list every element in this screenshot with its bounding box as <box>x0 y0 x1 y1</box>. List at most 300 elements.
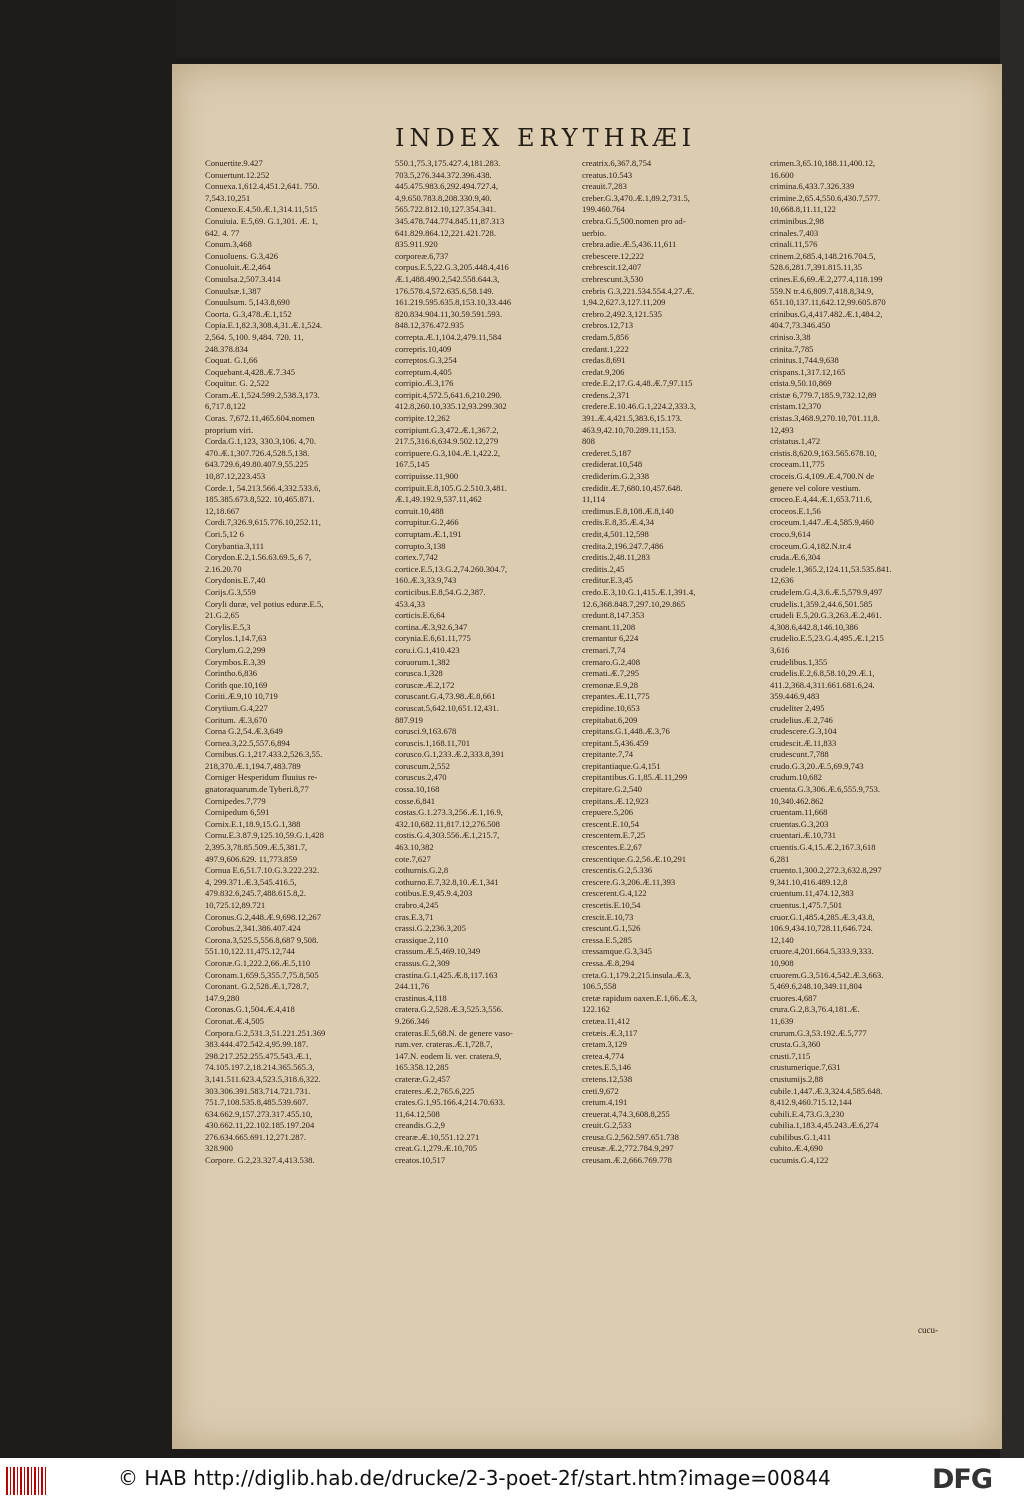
index-entry: cretes.E.5,146 <box>582 1062 631 1073</box>
index-entry: croco.9,614 <box>770 529 811 539</box>
index-entry: cressamque.G.3,345 <box>582 946 652 957</box>
index-entry: crinita.7,785 <box>770 343 814 354</box>
index-entry: uerbio. <box>582 227 607 238</box>
index-entry: 74.105.197.2,18.214.365.565.3, <box>205 1062 315 1073</box>
index-entry: crepitabat.6,209 <box>582 714 638 725</box>
index-entry: 147.9,280 <box>205 992 240 1003</box>
index-entry: Coquebant.4,428.Æ.7.345 <box>205 366 295 377</box>
index-entry: 3,141.511.623.4,523.5,318.6,322. <box>205 1073 321 1084</box>
index-entry: crateras.E.5,68.N. de genere vaso- <box>395 1027 513 1038</box>
index-entry: Corytium.G.4,227 <box>205 702 268 713</box>
index-entry: crepitante.7,74 <box>582 749 634 760</box>
index-entry: Corpora.G.2,531.3,51.221.251.369 <box>205 1027 326 1038</box>
index-entry: cremati.Æ.7,295 <box>582 668 640 679</box>
index-entry: cremaro.G.2,408 <box>582 656 640 667</box>
index-entry: 453.4,33 <box>395 598 426 609</box>
index-entry: Coronant. G.2,528.Æ.1,728.7, <box>205 981 309 992</box>
index-entry: Coronus.G.2,448.Æ.9,698.12,267 <box>205 911 322 922</box>
index-entry: 651.10,137.11,642.12,99.605.870 <box>770 297 886 308</box>
index-entry: crederet.5,187 <box>582 447 632 458</box>
index-entry: 528.6,281.7,391.815.11,35 <box>770 262 863 273</box>
index-entry: cruentis.G.4,15.Æ.2,167.3,618 <box>770 842 876 853</box>
index-entry: crassum.Æ.5,469.10,349 <box>395 946 481 957</box>
index-entry: Coronat.Æ.4,505 <box>205 1015 264 1026</box>
index-entry: cristam.12,370 <box>770 401 822 412</box>
index-entry: creatrix.6,367.8,754 <box>582 158 652 168</box>
index-entry: crepitantibus.G.1,85.Æ.11,299 <box>582 772 688 783</box>
index-entry: corynia.E.6,61.11,775 <box>395 633 471 644</box>
index-entry: crescerent.G.4,122 <box>582 888 647 899</box>
index-entry: 21.G.2,65 <box>205 610 240 621</box>
index-entry: 497.9,606.629. 11,773.859 <box>205 853 298 864</box>
index-entry: credat.9,206 <box>582 366 625 377</box>
index-entry: 176.578.4,572.635.6,58.149. <box>395 285 494 296</box>
index-entry: Corylum.G.2,299 <box>205 644 266 655</box>
index-entry: croceum.G.4,182.N.tr.4 <box>770 540 852 551</box>
index-entry: corripit.4,572.5,641.6,210.290. <box>395 389 502 400</box>
index-entry: 276.634.665.691.12,271.287. <box>205 1131 306 1142</box>
index-entry: crateræ.G.2,457 <box>395 1073 451 1084</box>
index-entry: Cornix.E.1,18.9,15.G.1,388 <box>205 818 301 829</box>
index-entry: Conuertunt.12.252 <box>205 169 270 180</box>
index-entry: 1,94.2,627.3,127.11,209 <box>582 297 666 308</box>
index-entry: 106.5,558 <box>582 981 617 992</box>
index-entry: 751.7,108.535.8,485.539.607. <box>205 1097 309 1108</box>
index-entry: 10,725.12,89.721 <box>205 900 266 910</box>
index-entry: crastinus.4,118 <box>395 992 447 1003</box>
index-entry: 12,493 <box>770 424 794 435</box>
index-entry: Conuertite.9.427 <box>205 158 263 168</box>
index-entry: 404.7,73.346.450 <box>770 320 831 331</box>
left-dark-margin <box>0 0 175 1502</box>
index-entry: crudeliter 2,495 <box>770 702 825 713</box>
index-entry: Corona.3,525.5,556.8,687 9,508. <box>205 934 319 945</box>
index-entry: criminibus.2,98 <box>770 215 824 226</box>
index-entry: costis.G.4,303.556.Æ.1,215.7, <box>395 830 500 841</box>
index-entry: cruenta.G.3,306.Æ.6,555.9,753. <box>770 784 881 795</box>
index-entry: crusti.7,115 <box>770 1050 811 1061</box>
index-entry: cressa.E.5,285 <box>582 934 632 945</box>
index-entry: Conuexo.E.4,50.Æ.1,314.11,515 <box>205 204 318 215</box>
index-entry: 106.9,434.10,728.11,646.724. <box>770 923 873 934</box>
index-entry: Coriti.Æ.9,10 10,719 <box>205 691 278 702</box>
index-entry: crescent.E.10,54 <box>582 818 640 829</box>
index-entry: coruscus.2,470 <box>395 772 447 783</box>
index-entry: 887.919 <box>395 714 423 725</box>
index-entry: Corymbos.E.3,39 <box>205 656 266 667</box>
index-entry: cortex.7,742 <box>395 552 438 563</box>
index-entry: 218,370.Æ.1,194.7,483.789 <box>205 760 301 771</box>
index-entry: credens.2,371 <box>582 389 630 400</box>
index-entry: 383.444.472.542.4,95.99.187. <box>205 1039 309 1050</box>
index-entry: 391.Æ.4,421.5,383.6,15.173. <box>582 413 683 424</box>
index-entry: corusco.G.1,233.Æ.2,333.8,391 <box>395 749 505 760</box>
index-entry: crurum.G.3,53.192.Æ.5,777 <box>770 1027 867 1038</box>
index-entry: croceos.E.1,56 <box>770 505 821 516</box>
index-entry: cretea.4,774 <box>582 1050 624 1061</box>
index-entry: Corpore. G.2,23.327.4,413.538. <box>205 1155 315 1166</box>
index-entry: 470.Æ.1,307.726.4,528.5,138. <box>205 447 310 458</box>
index-entry: corripite.12,262 <box>395 413 450 424</box>
index-entry: crebris G.3,221.534.554.4,27.Æ. <box>582 285 695 296</box>
index-entry: creusam.Æ.2,666.769.778 <box>582 1155 672 1166</box>
index-entry: 248.378.834 <box>205 343 248 354</box>
index-entry: cruorem.G.3,516.4,542.Æ.3,663. <box>770 969 884 980</box>
index-entry: crepitant.5,436.459 <box>582 737 649 748</box>
index-entry: 551.10,122.11,475.12,744 <box>205 946 295 957</box>
index-entry: cosse.6,841 <box>395 795 436 806</box>
index-entry: crimen.3,65.10,188.11,400.12, <box>770 158 876 168</box>
index-entry: corticis.E.6,64 <box>395 610 445 621</box>
index-entry: cruentas.G.3,203 <box>770 818 829 829</box>
index-entry: creti.9,672 <box>582 1085 619 1096</box>
index-entry: 6,717.8,122 <box>205 401 246 412</box>
index-entry: 12,18.667 <box>205 505 240 516</box>
index-entry: 432.10,682.11,817.12,276.508 <box>395 818 500 829</box>
index-entry: crebescere.12,222 <box>582 250 645 261</box>
index-entry: 808 <box>582 436 595 447</box>
index-entry: Cornua E.6,51.7.10.G.3.222.232. <box>205 865 320 876</box>
index-entry: 2.16.20.70 <box>205 563 242 574</box>
index-entry: cretæis.Æ.3,117 <box>582 1027 638 1038</box>
index-entry: 12,140 <box>770 934 794 945</box>
index-entry: 550.1,75.3,175.427.4,181.283. <box>395 158 501 168</box>
index-entry: crinitus.1,744.9,638 <box>770 355 839 366</box>
index-entry: coruscant.G.4,73.98.Æ.8,661 <box>395 691 496 702</box>
index-entry: crates.G.1,95.166.4,214.70.633. <box>395 1097 506 1108</box>
index-entry: 9.266.346 <box>395 1015 430 1026</box>
index-entry: corripio.Æ.3,176 <box>395 378 454 389</box>
index-entry: crediderim.G.2,338 <box>582 471 650 482</box>
index-entry: correptos.G.3,254 <box>395 355 457 366</box>
index-entry: cretam.3,129 <box>582 1039 627 1050</box>
index-entry: crebrescunt.3,530 <box>582 273 644 284</box>
index-entry: crescentes.E.2,67 <box>582 842 642 853</box>
index-entry: cruor.G.1,485.4,285.Æ.3,43.8, <box>770 911 875 922</box>
index-entry: 8,412.9,460.715.12,144 <box>770 1097 852 1108</box>
index-entry: 835.911.920 <box>395 239 438 250</box>
index-entry: corripuere.G.3,104.Æ.1,422.2, <box>395 447 501 458</box>
index-entry: 11,639 <box>770 1015 794 1026</box>
index-entry: Cornibus.G.1,217.433.2,526.3,55. <box>205 749 323 760</box>
index-entry: cristis.8,620.9,163.565.678.10, <box>770 447 877 458</box>
index-entry: crebros.12,713 <box>582 320 634 331</box>
page-title: INDEX ERYTHRÆI <box>395 124 697 152</box>
index-entry: corpus.E.5,22.G.3,205.448.4,416 <box>395 262 509 273</box>
index-entry: crabro.4,245 <box>395 900 439 910</box>
index-entry: crudescere.G.3,104 <box>770 726 837 737</box>
index-entry: creditur.E.3,45 <box>582 575 633 586</box>
index-entry: Coquat. G.1,66 <box>205 355 258 366</box>
index-entry: coruscæ.Æ.2,172 <box>395 679 455 690</box>
index-entry: corripiunt.G.3,472.Æ.1,367.2, <box>395 424 499 435</box>
index-entry: cratera.G.2,528.Æ.3,525.3,556. <box>395 1004 504 1015</box>
index-entry: Conuulsum. 5,143.8,690 <box>205 297 290 308</box>
index-entry: crepidine.10,653 <box>582 702 640 713</box>
index-entry: croceo.E.4,44.Æ.1,653.711.6, <box>770 494 873 505</box>
index-entry: cremant.11,208 <box>582 621 636 632</box>
index-entry: crudelis.1,359.2,44.6,501.585 <box>770 598 873 609</box>
index-entry: Coritum. Æ.3,670 <box>205 714 268 725</box>
index-entry: correpris.10,409 <box>395 343 452 354</box>
index-entry: 5,469.6,248.10,349.11,804 <box>770 981 863 992</box>
index-entry: 2,395.3,78.85.509.Æ.5,381.7, <box>205 842 308 853</box>
index-column-2 <box>395 158 593 1167</box>
index-entry: credidit.Æ.7,680.10,457.648. <box>582 482 683 493</box>
index-entry: creber.G.3,470.Æ.1,89.2,731.5, <box>582 192 690 203</box>
index-entry: 12.6,368.848.7,297.10,29.865 <box>582 598 686 609</box>
index-entry: corripuit.E.8,105.G.2.510.3,481. <box>395 482 507 493</box>
index-entry: crassique.2,110 <box>395 934 449 945</box>
index-entry: corporeæ.6,737 <box>395 250 449 261</box>
index-entry: 303.306.391.583.714.721.731. <box>205 1085 311 1096</box>
index-entry: 161.219.595.635.8,153.10,33.446 <box>395 297 512 308</box>
index-entry: 199.460.764 <box>582 204 625 215</box>
index-entry: crastina.G.1,425.Æ.8,117.163 <box>395 969 498 980</box>
index-entry: creuerat.4,74.3,608.8,255 <box>582 1108 670 1119</box>
index-entry: creatus.10.543 <box>582 169 633 180</box>
index-entry: 6,281 <box>770 853 790 864</box>
index-entry: crepuere.5,206 <box>582 807 634 818</box>
index-entry: crudelio.E.5,23.G.4,495.Æ.1,215 <box>770 633 884 644</box>
index-entry: Corniger Hesperidum fluuius re- <box>205 772 318 783</box>
index-entry: correptum.4,405 <box>395 366 452 377</box>
index-entry: crinem.2,685.4,148.216.704.5, <box>770 250 876 261</box>
index-entry: 4,308.6,442.8,146.10,386 <box>770 621 859 632</box>
index-entry: Corijs.G.3,559 <box>205 586 256 597</box>
index-entry: 565.722.812.10,127.354.341. <box>395 204 496 215</box>
index-entry: credita.2,196.247.7,486 <box>582 540 664 551</box>
index-entry: 634.662.9,157.273.317.455.10, <box>205 1108 313 1119</box>
index-entry: crudescunt.7,788 <box>770 749 829 760</box>
index-entry: crebro.2,492.3,121.535 <box>582 308 662 319</box>
index-entry: crines.E.6,69.Æ.2,277.4,118.199 <box>770 273 883 284</box>
index-entry: 848.12,376.472.935 <box>395 320 464 331</box>
index-entry: 244.11,76 <box>395 981 430 992</box>
index-entry: credo.E.3,10.G.1,415.Æ.1,391.4, <box>582 586 696 597</box>
index-entry: cressa.Æ.8,294 <box>582 957 635 968</box>
index-entry: crescere.G.3,206.Æ.11,393 <box>582 876 676 887</box>
index-entry: crusta.G.3,360 <box>770 1039 821 1050</box>
index-entry: Coronam.1,659.5,355.7,75.8,505 <box>205 969 319 980</box>
index-entry: crescentis.G.2,5.336 <box>582 865 653 876</box>
index-entry: crudo.G.3,20.Æ.5,69.9,743 <box>770 760 864 771</box>
index-entry: Cori.5,12 6 <box>205 529 244 539</box>
index-column-1 <box>205 158 403 1167</box>
index-entry: credimus.E.8,108.Æ.8,140 <box>582 505 674 516</box>
index-entry: crearæ.Æ.10,551.12.271 <box>395 1131 480 1142</box>
right-dark-band <box>1000 0 1024 1460</box>
index-entry: creauit.7,283 <box>582 181 627 192</box>
index-entry: 16.600 <box>770 169 794 180</box>
index-entry: cristæ 6,779.7,185.9,732.12,89 <box>770 389 877 400</box>
index-entry: coruscis.1,168.11,701 <box>395 737 471 748</box>
index-entry: 411.2,368.4,311.661.681.6,24. <box>770 679 875 690</box>
index-entry: creatos.10,517 <box>395 1155 446 1166</box>
index-entry: creusa.G.2,562.597.651.738 <box>582 1131 679 1142</box>
copyright-link[interactable]: © HAB http://diglib.hab.de/drucke/2-3-poet-2f/start.htm?image=00844 <box>118 1466 831 1490</box>
index-entry: 160.Æ.3,33.9,743 <box>395 575 457 586</box>
index-entry: croceum.1,447.Æ.4,585.9,460 <box>770 517 874 528</box>
index-entry: coruscum.2,552 <box>395 760 450 771</box>
index-entry: crudelem.G.4,3.6.Æ.5,579.9,497 <box>770 586 883 597</box>
index-entry: corripuisse.11,900 <box>395 471 459 482</box>
index-entry: Copia.E.1,82.3,308.4,31.Æ.1,524. <box>205 320 323 331</box>
index-entry: 165.358.12,285 <box>395 1062 449 1073</box>
index-entry: creta.G.1,179.2,215.insula.Æ.3, <box>582 969 692 980</box>
index-entry: 9,341.10,416.489.12,8 <box>770 876 848 887</box>
index-entry: credere.E.10.46.G.1,224.2,333.3, <box>582 401 697 412</box>
index-entry: crudeli E.5,20.G.3,263.Æ.2,461. <box>770 610 882 621</box>
index-entry: Cornea.3,22.5,557.6,894 <box>205 737 290 748</box>
index-entry: cruore.4,201.664.5,333.9,333. <box>770 946 874 957</box>
index-entry: cruentus.1,475.7,501 <box>770 900 843 910</box>
index-entry: crudum.10,682 <box>770 772 823 783</box>
index-entry: cubile.1,447.Æ.3,324.4,585.648. <box>770 1085 883 1096</box>
index-entry: 4, 299.371.Æ.3,545.416.5, <box>205 876 297 887</box>
index-entry: Corintho.6,836 <box>205 668 258 679</box>
index-entry: 3,616 <box>770 644 790 655</box>
index-entry: crescunt.G.1,526 <box>582 923 641 934</box>
dfg-logo: DFG <box>932 1464 993 1495</box>
index-entry: 412.8,260.10,335.12,93.299.302 <box>395 401 507 412</box>
index-entry: crepitans.Æ.12,923 <box>582 795 649 806</box>
index-entry: cortice.E.5,13.G.2,74.260.304.7, <box>395 563 508 574</box>
index-entry: crepitantiaque.G.4,151 <box>582 760 661 771</box>
index-entry: 7,543.10,251 <box>205 192 251 203</box>
index-entry: Corylis.E.5,3 <box>205 621 251 632</box>
index-entry: crudelius.Æ.2,746 <box>770 714 833 725</box>
index-entry: cortina.Æ.3,92.6,347 <box>395 621 468 632</box>
index-entry: crassus.G.2,309 <box>395 957 450 968</box>
index-entry: Conuiuia. E.5,69. G.1,301. Æ. 1, <box>205 215 318 226</box>
index-entry: Coram.Æ.1,524.599.2,538.3,173. <box>205 389 320 400</box>
index-entry: 359.446.9,483 <box>770 691 820 702</box>
index-entry: 703.5,276.344.372.396.438. <box>395 169 492 180</box>
index-entry: Corde.1, 54.213.566.4,332.533.6, <box>205 482 321 493</box>
index-entry: credant.1,222 <box>582 343 629 354</box>
index-entry: Cornipedes.7,779 <box>205 795 266 806</box>
index-entry: corrupitur.G.2,466 <box>395 517 459 528</box>
index-entry: cras.E.3,71 <box>395 911 434 922</box>
index-entry: 642. 4. 77 <box>205 227 240 238</box>
index-entry: proprium viri. <box>205 424 254 435</box>
index-entry: Cordi.7,326.9,615.776.10,252.11, <box>205 517 321 528</box>
index-entry: cremari.7,74 <box>582 644 626 655</box>
index-entry: cretæ rapidum oaxen.E.1,66.Æ.3, <box>582 992 698 1003</box>
index-entry: crispans.1,317.12,165 <box>770 366 846 377</box>
index-entry: corticibus.E.8,54.G.2,387. <box>395 586 486 597</box>
index-entry: coruscat.5,642.10,651.12,431. <box>395 702 499 713</box>
index-entry: 559.N tr.4.6,809.7,418.8,34.9, <box>770 285 874 296</box>
index-entry: Conuexa.1,612.4,451.2,641. 750. <box>205 181 320 192</box>
index-entry: 345.478.744.774.845.11,87.313 <box>395 215 505 226</box>
index-entry: genere vel colore vestium. <box>770 482 861 493</box>
index-entry: corruptam.Æ.1,191 <box>395 529 462 539</box>
index-entry: crimina.6,433.7.326.339 <box>770 181 855 192</box>
index-entry: crinali.11,576 <box>770 239 818 250</box>
index-entry: crescentique.G.2,56.Æ.10,291 <box>582 853 687 864</box>
index-entry: Conuoluit.Æ.2,464 <box>205 262 271 273</box>
index-entry: cubito.Æ.4,690 <box>770 1143 823 1154</box>
index-column-4 <box>770 158 968 1167</box>
index-entry: cremonæ.E.9,28 <box>582 679 639 690</box>
index-entry: cruores.4,687 <box>770 992 817 1003</box>
barcode-icon <box>6 1467 46 1495</box>
index-entry: croceam.11,775 <box>770 459 825 470</box>
index-entry: cubilibus.G.1,411 <box>770 1131 832 1142</box>
index-entry: Corybantia.3,111 <box>205 540 265 551</box>
index-entry: Æ.1,49.192.9,537.11,462 <box>395 494 482 505</box>
index-entry: 10,87.12,223.453 <box>205 471 266 482</box>
index-entry: correpta.Æ.1,104.2,479.11,584 <box>395 331 502 342</box>
index-entry: Coquitur. G. 2,522 <box>205 378 270 389</box>
index-entry: cretens.12,538 <box>582 1073 633 1084</box>
index-entry: crebra.G.5,500.nomen pro ad- <box>582 215 686 226</box>
index-entry: cretæa.11,412 <box>582 1015 630 1026</box>
index-entry: 641.829.864.12,221.421.728. <box>395 227 496 238</box>
index-entry: Corith que.10,169 <box>205 679 268 690</box>
index-entry: crescetis.E.10,54 <box>582 900 641 910</box>
index-entry: crustumerique.7,631 <box>770 1062 841 1073</box>
index-entry: corusca.1,328 <box>395 668 443 679</box>
index-entry: Coras. 7,672.11,465.604.nomen <box>205 413 315 424</box>
index-entry: 463.10,382 <box>395 842 434 853</box>
index-entry: corusci.9,163.678 <box>395 726 457 737</box>
index-entry: crescit.E.10,73 <box>582 911 634 922</box>
index-entry: Corda.G.1,123, 330.3,106. 4,70. <box>205 436 316 447</box>
index-entry: 430.662.11,22.102.185.197.204 <box>205 1120 315 1131</box>
index-entry: 167.5,145 <box>395 459 430 470</box>
index-entry: Conuulsa.2,507.3.414 <box>205 273 281 284</box>
index-entry: Coronas.G.1,504.Æ.4,418 <box>205 1004 295 1015</box>
index-entry: cubilia.1,183.4,45.243.Æ.6,274 <box>770 1120 879 1131</box>
index-entry: cruda.Æ.6,304 <box>770 552 821 563</box>
index-entry: cothurno.E.7,32.8,10.Æ.1,341 <box>395 876 499 887</box>
index-entry: 217.5,316.6,634.9.502.12,279 <box>395 436 499 447</box>
index-entry: crebra.adie.Æ.5,436.11,611 <box>582 239 677 250</box>
index-entry: Corna G.2,54.Æ.3,649 <box>205 726 283 737</box>
index-entry: cossa.10,168 <box>395 784 440 795</box>
index-entry: coru.i.G.1,410.423 <box>395 644 460 655</box>
index-entry: cotibus.E.9,45.9.4,203 <box>395 888 473 899</box>
catchword: cucu- <box>918 1325 938 1335</box>
index-entry: corrupto.3,138 <box>395 540 446 551</box>
index-entry: 10,908 <box>770 957 794 968</box>
index-entry: creusæ.Æ.2,772.784.9,297 <box>582 1143 674 1154</box>
index-entry: crista.9,50.10,869 <box>770 378 832 389</box>
index-entry: rum.ver. crateras.Æ.1,728.7, <box>395 1039 493 1050</box>
index-entry: Cornu.E.3.87.9,125.10,59.G.1,428 <box>205 830 324 841</box>
index-entry: crustumijs.2,88 <box>770 1073 823 1084</box>
index-entry: cucumis.G.4,122 <box>770 1155 829 1166</box>
index-entry: Æ.1,488.490.2,542.558.644.3, <box>395 273 500 284</box>
index-entry: creuit.G.2,533 <box>582 1120 632 1131</box>
index-entry: crinales.7,403 <box>770 227 819 238</box>
index-entry: creat.G.1,279.Æ.10,705 <box>395 1143 478 1154</box>
index-entry: crudelis.E.2,6.8,58.10,29.Æ.1, <box>770 668 875 679</box>
index-entry: Coryli duræ, vel potius eduræ.E.5, <box>205 598 324 609</box>
index-entry: Conuulsæ.1,387 <box>205 285 261 296</box>
index-entry: 10,668.8,11.11,122 <box>770 204 836 215</box>
index-entry: crebrescit.12,407 <box>582 262 642 273</box>
index-entry: cretum.4,191 <box>582 1097 628 1108</box>
index-entry: credam.5,856 <box>582 331 629 342</box>
index-entry: criniso.3,38 <box>770 331 811 342</box>
index-entry: crescentem.E.7,25 <box>582 830 646 841</box>
index-entry: credis.E.8,35.Æ.4,34 <box>582 517 655 528</box>
index-entry: crepitans.G.1,448.Æ.3,76 <box>582 726 670 737</box>
